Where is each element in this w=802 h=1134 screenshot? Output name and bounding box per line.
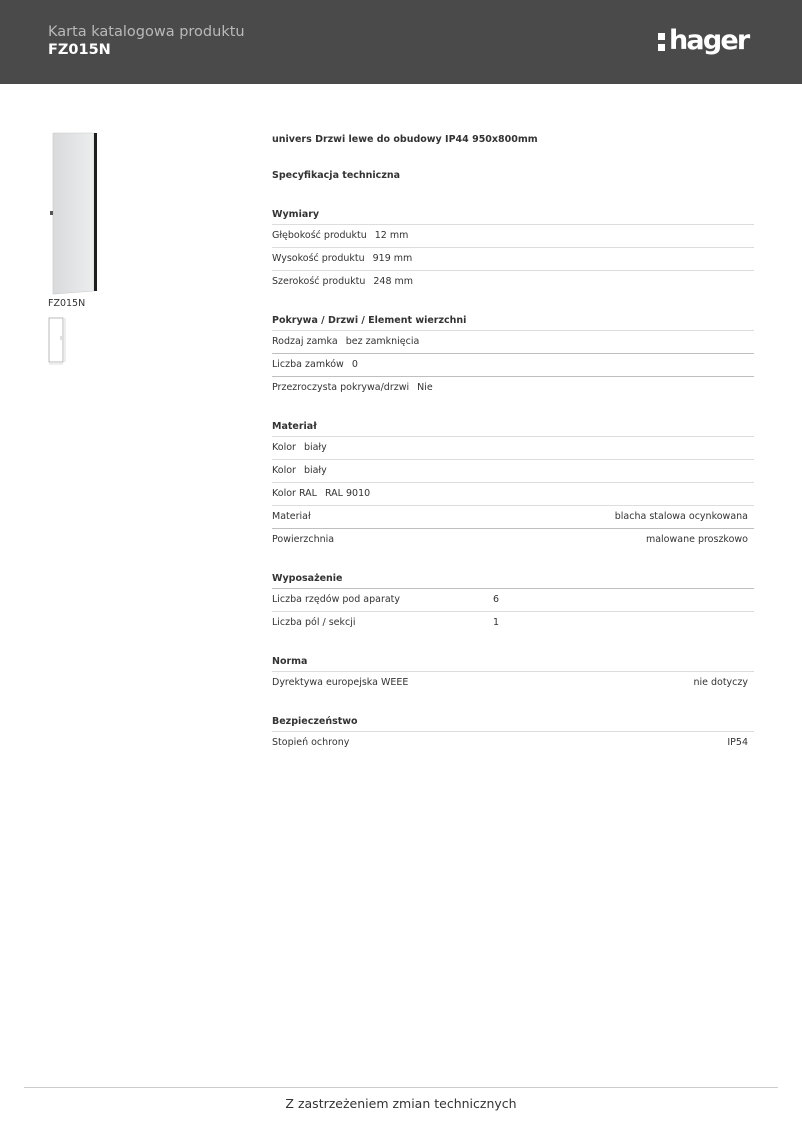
product-drawing-thumbnail[interactable] xyxy=(47,316,67,366)
spec-label: Rodzaj zamka xyxy=(272,336,338,347)
spec-value: 1 xyxy=(493,617,500,628)
spec-value: biały xyxy=(303,465,327,476)
spec-label: Szerokość produktu xyxy=(272,276,366,287)
spec-value: 6 xyxy=(493,594,500,605)
spec-value: 12 mm xyxy=(374,230,409,241)
product-image xyxy=(50,131,100,295)
spec-row xyxy=(272,248,754,271)
spec-value: biały xyxy=(303,442,327,453)
spec-value: 0 xyxy=(351,359,358,370)
spec-label: Liczba rzędów pod aparaty xyxy=(272,594,401,605)
spec-row xyxy=(272,377,754,399)
spec-row xyxy=(272,225,754,248)
spec-value: nie dotyczy xyxy=(693,677,748,688)
spec-row xyxy=(272,672,754,694)
header-subtitle: Karta katalogowa produktu xyxy=(48,24,245,40)
spec-row xyxy=(272,354,754,377)
spec-label: Stopień ochrony xyxy=(272,737,350,748)
section-title-wyposazenie: Wyposażenie xyxy=(272,571,754,589)
spec-value: 248 mm xyxy=(373,276,414,287)
spec-row xyxy=(272,506,754,529)
spec-label: Przezroczysta pokrywa/drzwi xyxy=(272,382,410,393)
spec-content xyxy=(272,133,754,754)
logo-text: hager xyxy=(669,24,749,56)
spec-row xyxy=(272,331,754,354)
product-image-caption: FZ015N xyxy=(48,298,86,309)
logo-colon-icon xyxy=(658,29,666,55)
spec-heading: Specyfikacja techniczna xyxy=(272,170,401,181)
spec-label: Dyrektywa europejska WEEE xyxy=(272,677,409,688)
spec-value: Nie xyxy=(417,382,433,393)
footer-disclaimer: Z zastrzeżeniem zmian technicznych xyxy=(285,1096,517,1111)
spec-value: bez zamknięcia xyxy=(345,336,420,347)
spec-label: Wysokość produktu xyxy=(272,253,365,264)
spec-row xyxy=(272,460,754,483)
spec-row xyxy=(272,612,754,634)
section-title-material: Materiał xyxy=(272,419,754,437)
spec-value: malowane proszkowo xyxy=(645,534,748,545)
spec-row xyxy=(272,732,754,754)
spec-row xyxy=(272,271,754,293)
spec-label: Materiał xyxy=(272,511,311,522)
spec-value: RAL 9010 xyxy=(324,488,371,499)
spec-label: Liczba zamków xyxy=(272,359,344,370)
spec-value: blacha stalowa ocynkowana xyxy=(614,511,748,522)
section-title-pokrywa: Pokrywa / Drzwi / Element wierzchni xyxy=(272,313,754,331)
spec-row xyxy=(272,589,754,612)
spec-label: Kolor xyxy=(272,465,296,476)
spec-value: 919 mm xyxy=(372,253,413,264)
spec-label: Powierzchnia xyxy=(272,534,335,545)
section-title-wymiary: Wymiary xyxy=(272,207,754,225)
spec-row xyxy=(272,437,754,460)
spec-row xyxy=(272,529,754,551)
product-title: univers Drzwi lewe do obudowy IP44 950x800mm xyxy=(272,134,538,145)
footer-divider xyxy=(24,1087,778,1088)
spec-label: Kolor RAL xyxy=(272,488,317,499)
spec-label: Głębokość produktu xyxy=(272,230,367,241)
spec-label: Kolor xyxy=(272,442,296,453)
hager-logo xyxy=(658,20,748,60)
header-bar xyxy=(0,0,802,84)
spec-label: Liczba pól / sekcji xyxy=(272,617,356,628)
section-title-bezpieczenstwo: Bezpieczeństwo xyxy=(272,714,754,732)
section-title-norma: Norma xyxy=(272,654,754,672)
spec-row xyxy=(272,483,754,506)
header-product-code: FZ015N xyxy=(48,42,111,58)
spec-value: IP54 xyxy=(727,737,748,748)
